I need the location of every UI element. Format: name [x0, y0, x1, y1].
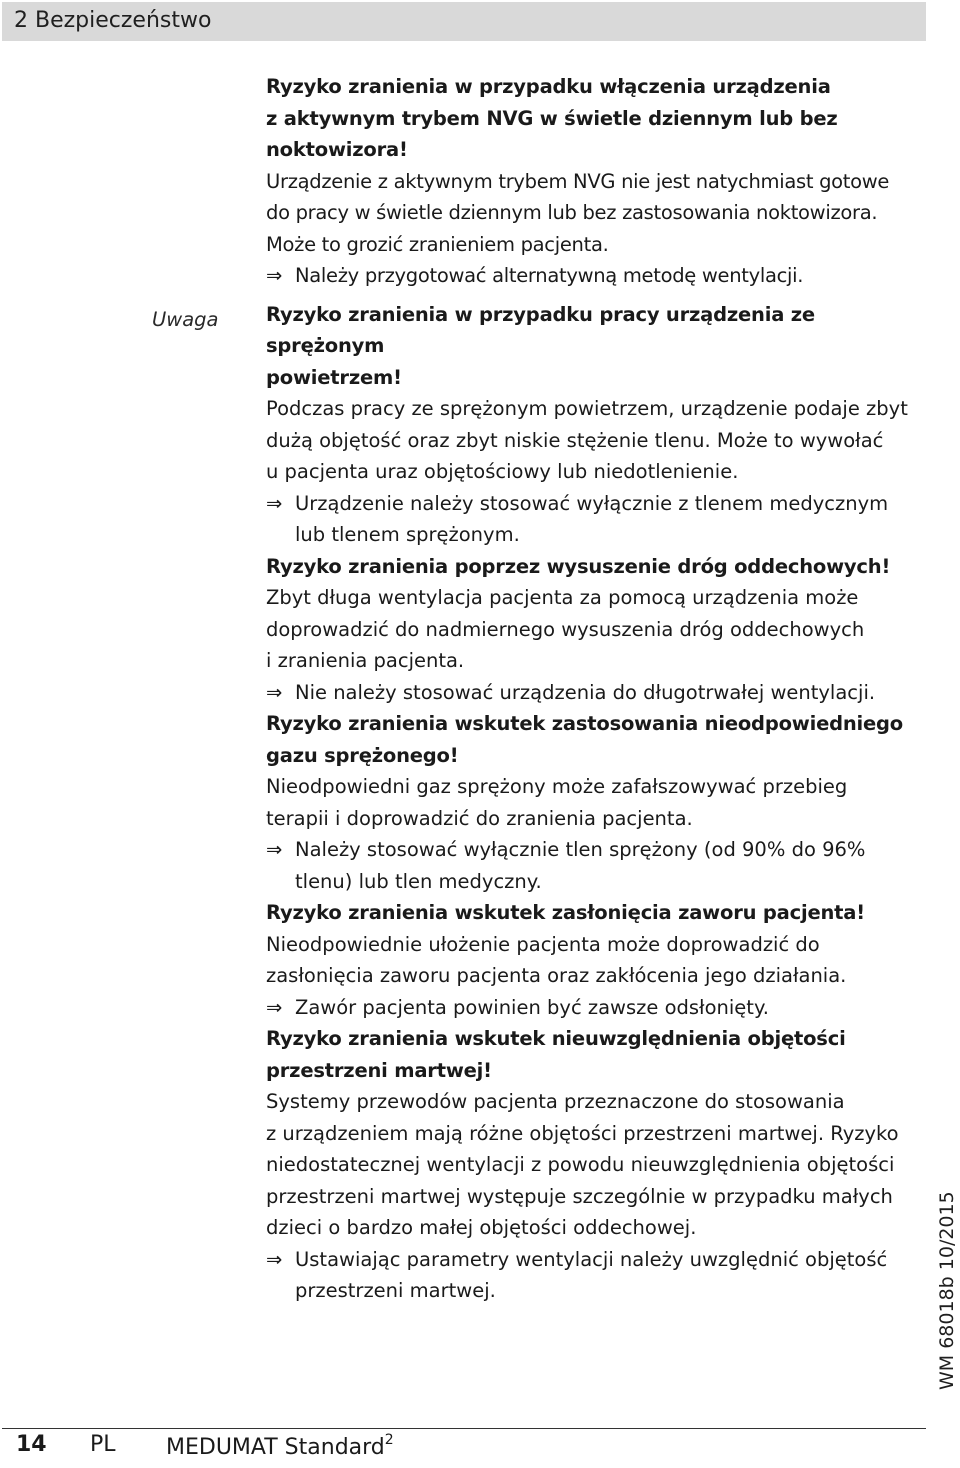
product-superscript: 2	[384, 1432, 394, 1448]
right-double-arrow-icon: ⇒	[266, 1247, 283, 1271]
warning-text	[266, 582, 926, 677]
right-double-arrow-icon: ⇒	[266, 680, 283, 704]
warning-text-line: Może to grozić zranieniem pacjenta.	[266, 232, 609, 256]
warning-title-line: Ryzyko zranienia wskutek zasłonięcia zaworu pacjenta!	[266, 901, 865, 924]
warning-action	[266, 260, 926, 292]
warning-text-line: Nieodpowiedni gaz sprężony może zafałszowywać przebieg	[266, 775, 848, 798]
right-double-arrow-icon: ⇒	[266, 838, 283, 861]
warning-action	[266, 677, 926, 709]
warning-text	[266, 166, 926, 261]
warning-block	[266, 551, 926, 709]
warning-title	[266, 897, 926, 929]
warning-text-line: doprowadzić do nadmiernego wysuszenia dróg oddechowych	[266, 617, 865, 641]
warning-text-line: niedostatecznej wentylacji z powodu nieuwzględnienia objętości	[266, 1153, 895, 1176]
warning-text-line: zasłonięcia zaworu pacjenta oraz zakłócenia jego działania.	[266, 964, 847, 987]
page-number: 14	[16, 1432, 47, 1457]
right-double-arrow-icon: ⇒	[266, 995, 283, 1019]
warning-text-line: Systemy przewodów pacjenta przeznaczone do stosowania	[266, 1090, 845, 1113]
warning-action-line: przestrzeni martwej.	[295, 1279, 496, 1302]
warning-action-line: Zawór pacjenta powinien być zawsze odsłonięty.	[295, 995, 769, 1019]
warning-action-line: Nie należy stosować urządzenia do długotrwałej wentylacji.	[295, 680, 876, 704]
warning-title	[266, 71, 926, 166]
language-code: PL	[90, 1432, 116, 1457]
warning-text	[266, 393, 926, 488]
warning-block	[266, 1023, 926, 1307]
warning-text-line: Urządzenie z aktywnym trybem NVG nie jest natychmiast gotowe	[266, 169, 890, 193]
warning-text-line: Zbyt długa wentylacja pacjenta za pomocą urządzenia może	[266, 586, 859, 609]
warning-title	[266, 551, 926, 583]
warning-text-line: dużą objętość oraz zbyt niskie stężenie tlenu. Może to wywołać	[266, 428, 884, 452]
warning-action	[266, 992, 926, 1024]
warning-action	[266, 834, 926, 897]
warning-text-line: z urządzeniem mają różne objętości przestrzeni martwej. Ryzyko	[266, 1121, 899, 1145]
warning-text-line: do pracy w świetle dziennym lub bez zastosowania noktowizora.	[266, 201, 878, 224]
warning-action-line: Należy stosować wyłącznie tlen sprężony (od 90% do 96%	[295, 838, 866, 861]
warning-block	[266, 299, 926, 551]
warning-label: Uwaga	[152, 308, 219, 331]
warning-title-line: powietrzem!	[266, 365, 402, 389]
right-double-arrow-icon: ⇒	[266, 491, 283, 515]
page-footer	[0, 1422, 960, 1468]
warning-text	[266, 1086, 926, 1244]
warning-block	[266, 708, 926, 897]
section-header-bar	[2, 2, 926, 41]
warning-text-line: u pacjenta uraz objętościowy lub niedotlenienie.	[266, 460, 739, 483]
warnings-content	[266, 71, 926, 1307]
warning-text	[266, 929, 926, 992]
warning-title	[266, 708, 926, 771]
warning-action-line: Urządzenie należy stosować wyłącznie z tlenem medycznym	[295, 491, 889, 515]
warning-text-line: i zranienia pacjenta.	[266, 649, 465, 672]
warning-action-line: Należy przygotować alternatywną metodę wentylacji.	[295, 264, 804, 287]
right-double-arrow-icon: ⇒	[266, 264, 283, 287]
warning-title-line: Ryzyko zranienia wskutek zastosowania nieodpowiedniego	[266, 712, 904, 735]
warning-text-line: Podczas pracy ze sprężonym powietrzem, urządzenie podaje zbyt	[266, 397, 908, 420]
warning-title-line: Ryzyko zranienia w przypadku pracy urządzenia ze sprężonym	[266, 302, 815, 357]
warning-text-line: terapii i doprowadzić do zranienia pacjenta.	[266, 806, 693, 830]
product-name	[166, 1432, 394, 1460]
warning-action	[266, 488, 926, 551]
warning-title-line: Ryzyko zranienia wskutek nieuwzględnienia objętości	[266, 1027, 846, 1050]
warning-action-line: Ustawiając parametry wentylacji należy uwzględnić objętość	[295, 1247, 888, 1271]
warning-title-line: Ryzyko zranienia poprzez wysuszenie dróg oddechowych!	[266, 554, 891, 578]
warning-text-line: Nieodpowiednie ułożenie pacjenta może doprowadzić do	[266, 932, 820, 956]
product-name-text: MEDUMAT Standard	[166, 1435, 385, 1460]
document-id: WM 68018b 10/2015	[936, 1191, 958, 1390]
warning-title	[266, 1023, 926, 1086]
warning-title	[266, 299, 926, 394]
warning-action	[266, 1244, 926, 1307]
warning-block	[266, 71, 926, 292]
warning-title-line: gazu sprężonego!	[266, 743, 459, 767]
warning-title-line: z aktywnym trybem NVG w świetle dziennym lub bez	[266, 106, 838, 130]
warning-text-line: przestrzeni martwej występuje szczególnie w przypadku małych	[266, 1184, 893, 1208]
warning-action-line: tlenu) lub tlen medyczny.	[295, 869, 542, 893]
warning-action-line: lub tlenem sprężonym.	[295, 523, 520, 546]
footer-divider	[2, 1428, 926, 1429]
section-title: 2 Bezpieczeństwo	[14, 8, 212, 33]
warning-title-line: przestrzeni martwej!	[266, 1058, 492, 1082]
warning-title-line: Ryzyko zranienia w przypadku włączenia urządzenia	[266, 75, 831, 98]
warning-block	[266, 897, 926, 1023]
warning-text-line: dzieci o bardzo małej objętości oddechowej.	[266, 1216, 697, 1239]
warning-title-line: noktowizora!	[266, 138, 408, 161]
warning-text	[266, 771, 926, 834]
